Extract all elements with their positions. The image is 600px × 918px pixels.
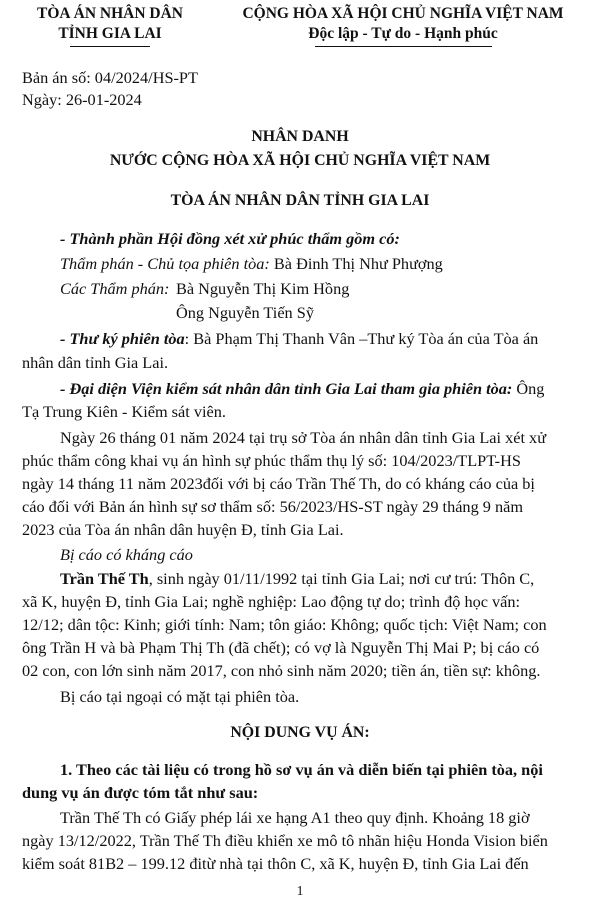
paragraph-1-line-3: kiểm soát 81B2 – 199.12 đitừ nhà tại thôn C, xã K, huyện Đ, tỉnh Gia Lai đến <box>22 854 529 873</box>
procuracy-label: - Đại diện Viện kiểm sát nhân dân tỉnh Gia Lai tham gia phiên tòa: <box>60 379 513 398</box>
defendant-line-4: ông Trần H và bà Phạm Thị Th (đã chết); có vợ là Nguyễn Thị Mai P; bị cáo có <box>22 638 540 657</box>
title-nation: NƯỚC CỘNG HÒA XÃ HỘI CHỦ NGHĨA VIỆT NAM <box>109 152 491 169</box>
court-name-underline <box>70 46 150 47</box>
court-name-line1: TÒA ÁN NHÂN DÂN <box>37 5 183 22</box>
nation-motto: Độc lập - Tự do - Hạnh phúc <box>308 25 498 42</box>
case-number: Bản án số: 04/2024/HS-PT <box>22 68 198 87</box>
defendant-line-2: xã K, huyện Đ, tỉnh Gia Lai; nghề nghiệp: Lao động tự do; trình độ học vấn: <box>22 592 521 611</box>
presiding-judge-label: Thẩm phán - Chủ tọa phiên tòa: <box>60 254 270 273</box>
intro-line-5: 2023 của Tòa án nhân dân huyện Đ, tỉnh Gia Lai. <box>22 520 344 539</box>
defendant-info: , sinh ngày 01/11/1992 tại tỉnh Gia Lai; nơi cư trú: Thôn C, <box>148 569 535 588</box>
panel-heading: - Thành phần Hội đồng xét xử phúc thẩm gồm có: <box>60 229 400 248</box>
content-heading: NỘI DUNG VỤ ÁN: <box>230 724 370 741</box>
defendant-name: Trần Thế Th <box>60 569 149 588</box>
defendant-heading: Bị cáo có kháng cáo <box>60 545 193 564</box>
defendant-line-3: 12/12; dân tộc: Kinh; giới tính: Nam; tôn giáo: Không; quốc tịch: Việt Nam; con <box>22 615 547 634</box>
title-court: TÒA ÁN NHÂN DÂN TỈNH GIA LAI <box>170 192 430 209</box>
paragraph-1-line-2: ngày 13/12/2022, Trần Thế Th điều khiển xe mô tô nhãn hiệu Honda Vision biển <box>22 831 548 850</box>
clerk-line2: nhân dân tỉnh Gia Lai. <box>22 353 169 372</box>
intro-line-3: ngày 14 tháng 11 năm 2023đối với bị cáo Trần Thế Th, do có kháng cáo của bị <box>22 474 535 493</box>
procuracy-rest: Ông <box>512 379 545 398</box>
court-name-line2: TỈNH GIA LAI <box>58 25 162 42</box>
nation-motto-underline <box>315 46 492 47</box>
defendant-line-5: 02 con, con lớn sinh năm 2017, con nhỏ sinh năm 2020; tiền án, tiền sự: không. <box>22 661 541 680</box>
clerk-line1 <box>60 329 538 349</box>
procuracy-line1 <box>60 379 544 399</box>
title-in-the-name: NHÂN DANH <box>251 128 349 145</box>
clerk-label: - Thư ký phiên tòa <box>60 329 185 348</box>
intro-line-2: phúc thẩm công khai vụ án hình sự phúc thẩm thụ lý số: 104/2023/TLPT-HS <box>22 451 521 470</box>
section-1-line-2: dung vụ án được tóm tắt như sau: <box>22 783 259 802</box>
judge-2: Ông Nguyễn Tiến Sỹ <box>176 303 314 322</box>
case-date: Ngày: 26-01-2024 <box>22 90 142 109</box>
judge-1: Bà Nguyễn Thị Kim Hồng <box>176 279 350 298</box>
intro-line-4: cáo đối với Bản án hình sự sơ thẩm số: 56/2023/HS-ST ngày 29 tháng 9 năm <box>22 497 524 516</box>
paragraph-1-line-1: Trần Thế Th có Giấy phép lái xe hạng A1 theo quy định. Khoảng 18 giờ <box>60 808 530 827</box>
presiding-judge <box>60 254 443 274</box>
clerk-name: : Bà Phạm Thị Thanh Vân –Thư ký Tòa án của Tòa án <box>184 329 539 348</box>
nation-name: CỘNG HÒA XÃ HỘI CHỦ NGHĨA VIỆT NAM <box>242 5 564 22</box>
defendant-status: Bị cáo tại ngoại có mặt tại phiên tòa. <box>60 687 300 706</box>
judges-label: Các Thẩm phán: <box>60 279 170 298</box>
procuracy-line2: Tạ Trung Kiên - Kiểm sát viên. <box>22 402 226 421</box>
section-1-line-1: 1. Theo các tài liệu có trong hồ sơ vụ án và diễn biến tại phiên tòa, nội <box>60 760 543 779</box>
intro-line-1: Ngày 26 tháng 01 năm 2024 tại trụ sở Tòa án nhân dân tỉnh Gia Lai xét xử <box>60 428 547 447</box>
defendant-line-1 <box>60 569 534 589</box>
page-number: 1 <box>296 883 304 898</box>
presiding-judge-name: Bà Đinh Thị Như Phượng <box>269 254 443 273</box>
